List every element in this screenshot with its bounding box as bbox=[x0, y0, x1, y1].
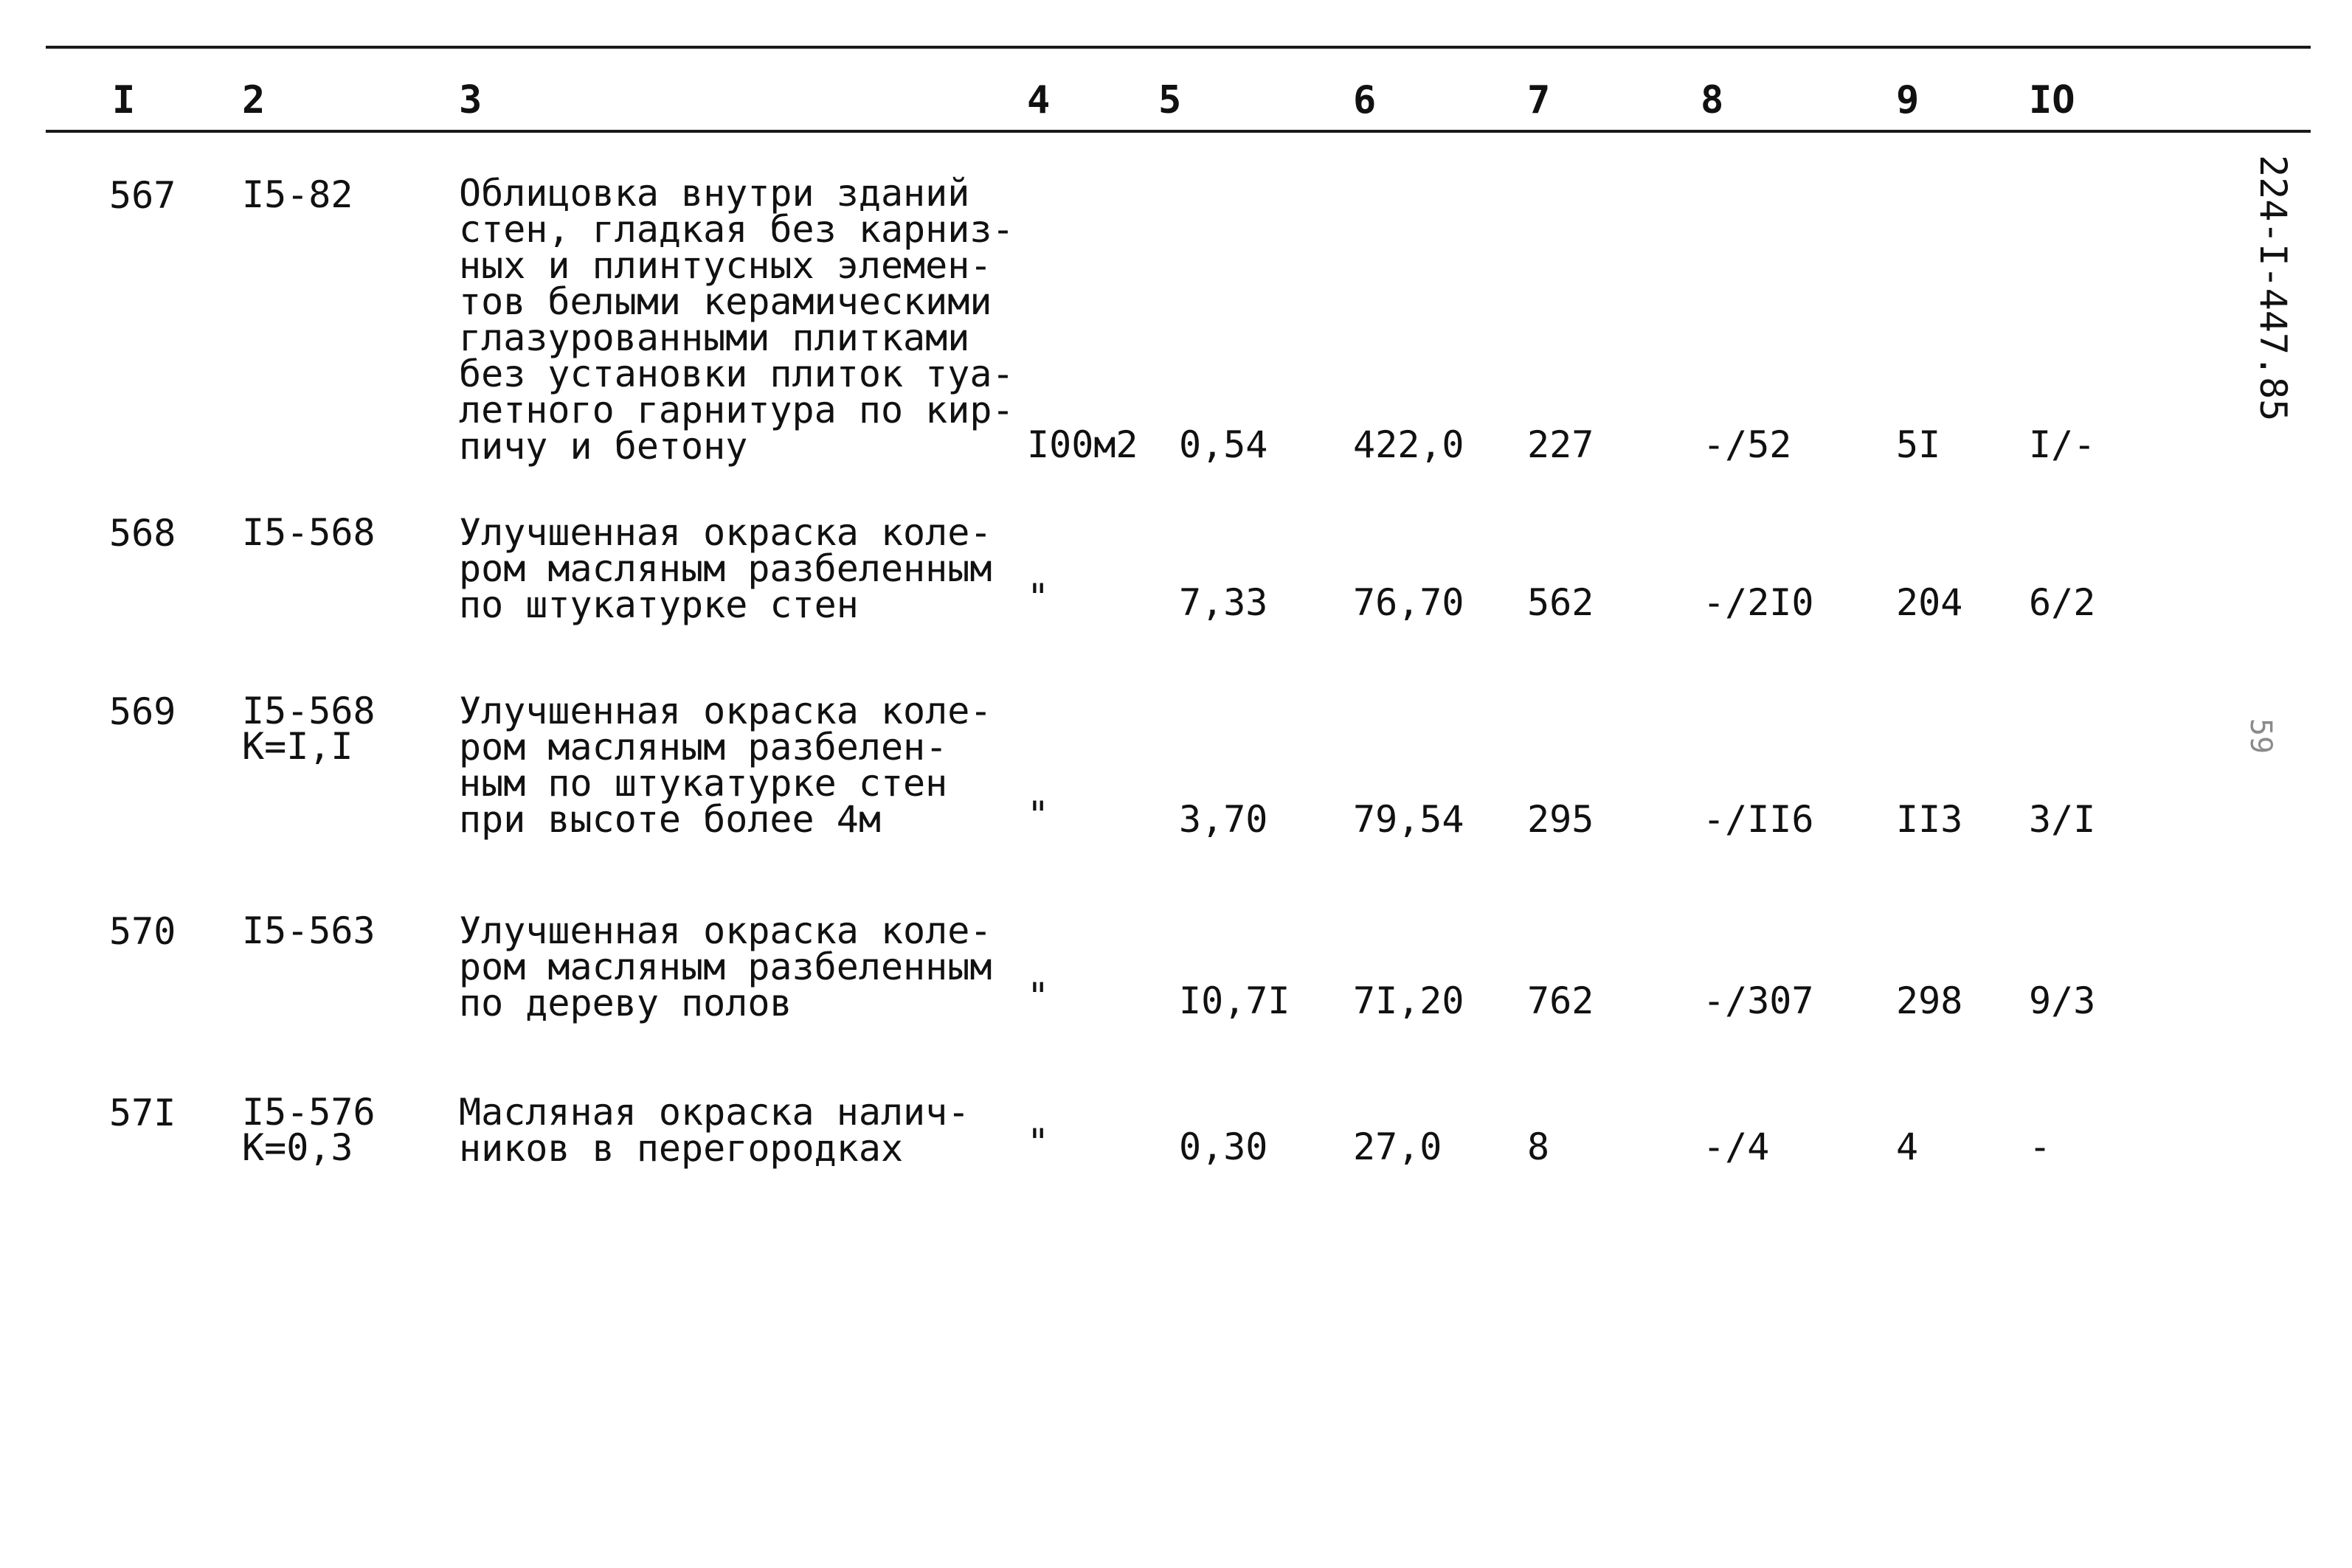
column-header-9: 9 bbox=[1896, 78, 1920, 122]
col-10-value: - bbox=[2029, 1125, 2052, 1168]
total-cost: 562 bbox=[1527, 581, 1594, 624]
norm-code: I5-563 bbox=[242, 909, 376, 952]
row-number: 567 bbox=[109, 174, 176, 217]
quantity: 0,54 bbox=[1179, 423, 1268, 466]
col-9-value: 298 bbox=[1896, 979, 1963, 1022]
page-number: 59 bbox=[2244, 718, 2278, 754]
column-header-8: 8 bbox=[1701, 78, 1724, 122]
column-header-1: I bbox=[112, 78, 136, 122]
col-9-value: 204 bbox=[1896, 581, 1963, 624]
unit: " bbox=[1027, 1121, 1050, 1164]
column-header-2: 2 bbox=[242, 78, 266, 122]
row-number: 569 bbox=[109, 690, 176, 733]
column-header-6: 6 bbox=[1353, 78, 1377, 122]
quantity: 3,70 bbox=[1179, 798, 1268, 841]
col-9-value: 4 bbox=[1896, 1125, 1919, 1168]
col-8-value: -/2I0 bbox=[1703, 581, 1814, 624]
top-rule bbox=[46, 46, 2311, 49]
work-description: Улучшенная окраска коле- ром масляным разбеленным по штукатурке стен bbox=[459, 511, 992, 626]
work-description: Облицовка внутри зданий стен, гладкая без карниз- ных и плинтусных элемен- тов белыми керамическими глазурованными плитками без установки плиток туа- летного гарнитура по кир- пичу и бетону bbox=[459, 172, 1014, 468]
col-8-value: -/307 bbox=[1703, 979, 1814, 1022]
total-cost: 295 bbox=[1527, 798, 1594, 841]
norm-code: I5-82 bbox=[242, 173, 353, 216]
work-description: Масляная окраска налич- ников в перегородках bbox=[459, 1091, 970, 1170]
norm-code: I5-576 К=0,3 bbox=[242, 1091, 376, 1169]
col-8-value: -/4 bbox=[1703, 1125, 1770, 1168]
col-10-value: 3/I bbox=[2029, 798, 2096, 841]
quantity: 7,33 bbox=[1179, 581, 1268, 624]
total-cost: 762 bbox=[1527, 979, 1594, 1022]
col-9-value: 5I bbox=[1896, 423, 1941, 466]
unit-cost: 422,0 bbox=[1353, 423, 1464, 466]
quantity: 0,30 bbox=[1179, 1125, 1268, 1168]
column-header-4: 4 bbox=[1027, 78, 1051, 122]
norm-code: I5-568 К=I,I bbox=[242, 690, 376, 768]
column-header-10: IO bbox=[2029, 78, 2075, 122]
norm-code: I5-568 bbox=[242, 511, 376, 554]
column-header-7: 7 bbox=[1527, 78, 1551, 122]
row-number: 570 bbox=[109, 910, 176, 953]
header-rule bbox=[46, 130, 2311, 133]
col-8-value: -/II6 bbox=[1703, 798, 1814, 841]
document-code-text: 224-I-447.85 bbox=[2252, 155, 2294, 422]
work-description: Улучшенная окраска коле- ром масляным разбелен- ным по штукатурке стен при высоте более 4м bbox=[459, 690, 992, 841]
row-number: 57I bbox=[109, 1092, 176, 1134]
row-number: 568 bbox=[109, 512, 176, 555]
unit-cost: 76,70 bbox=[1353, 581, 1464, 624]
unit-cost: 79,54 bbox=[1353, 798, 1464, 841]
column-header-5: 5 bbox=[1158, 78, 1182, 122]
unit-cost: 7I,20 bbox=[1353, 979, 1464, 1022]
total-cost: 8 bbox=[1527, 1125, 1550, 1168]
col-8-value: -/52 bbox=[1703, 423, 1792, 466]
column-header-3: 3 bbox=[459, 78, 482, 122]
work-description: Улучшенная окраска коле- ром масляным разбеленным по дереву полов bbox=[459, 909, 992, 1024]
unit: " bbox=[1027, 794, 1050, 836]
unit: I00м2 bbox=[1027, 423, 1138, 466]
total-cost: 227 bbox=[1527, 423, 1594, 466]
col-10-value: 6/2 bbox=[2029, 581, 2096, 624]
document-code bbox=[2221, 148, 2309, 443]
unit: " bbox=[1027, 975, 1050, 1018]
unit-cost: 27,0 bbox=[1353, 1125, 1442, 1168]
col-10-value: I/- bbox=[2029, 423, 2096, 466]
col-10-value: 9/3 bbox=[2029, 979, 2096, 1022]
col-9-value: II3 bbox=[1896, 798, 1963, 841]
unit: " bbox=[1027, 576, 1050, 619]
quantity: I0,7I bbox=[1179, 979, 1290, 1022]
